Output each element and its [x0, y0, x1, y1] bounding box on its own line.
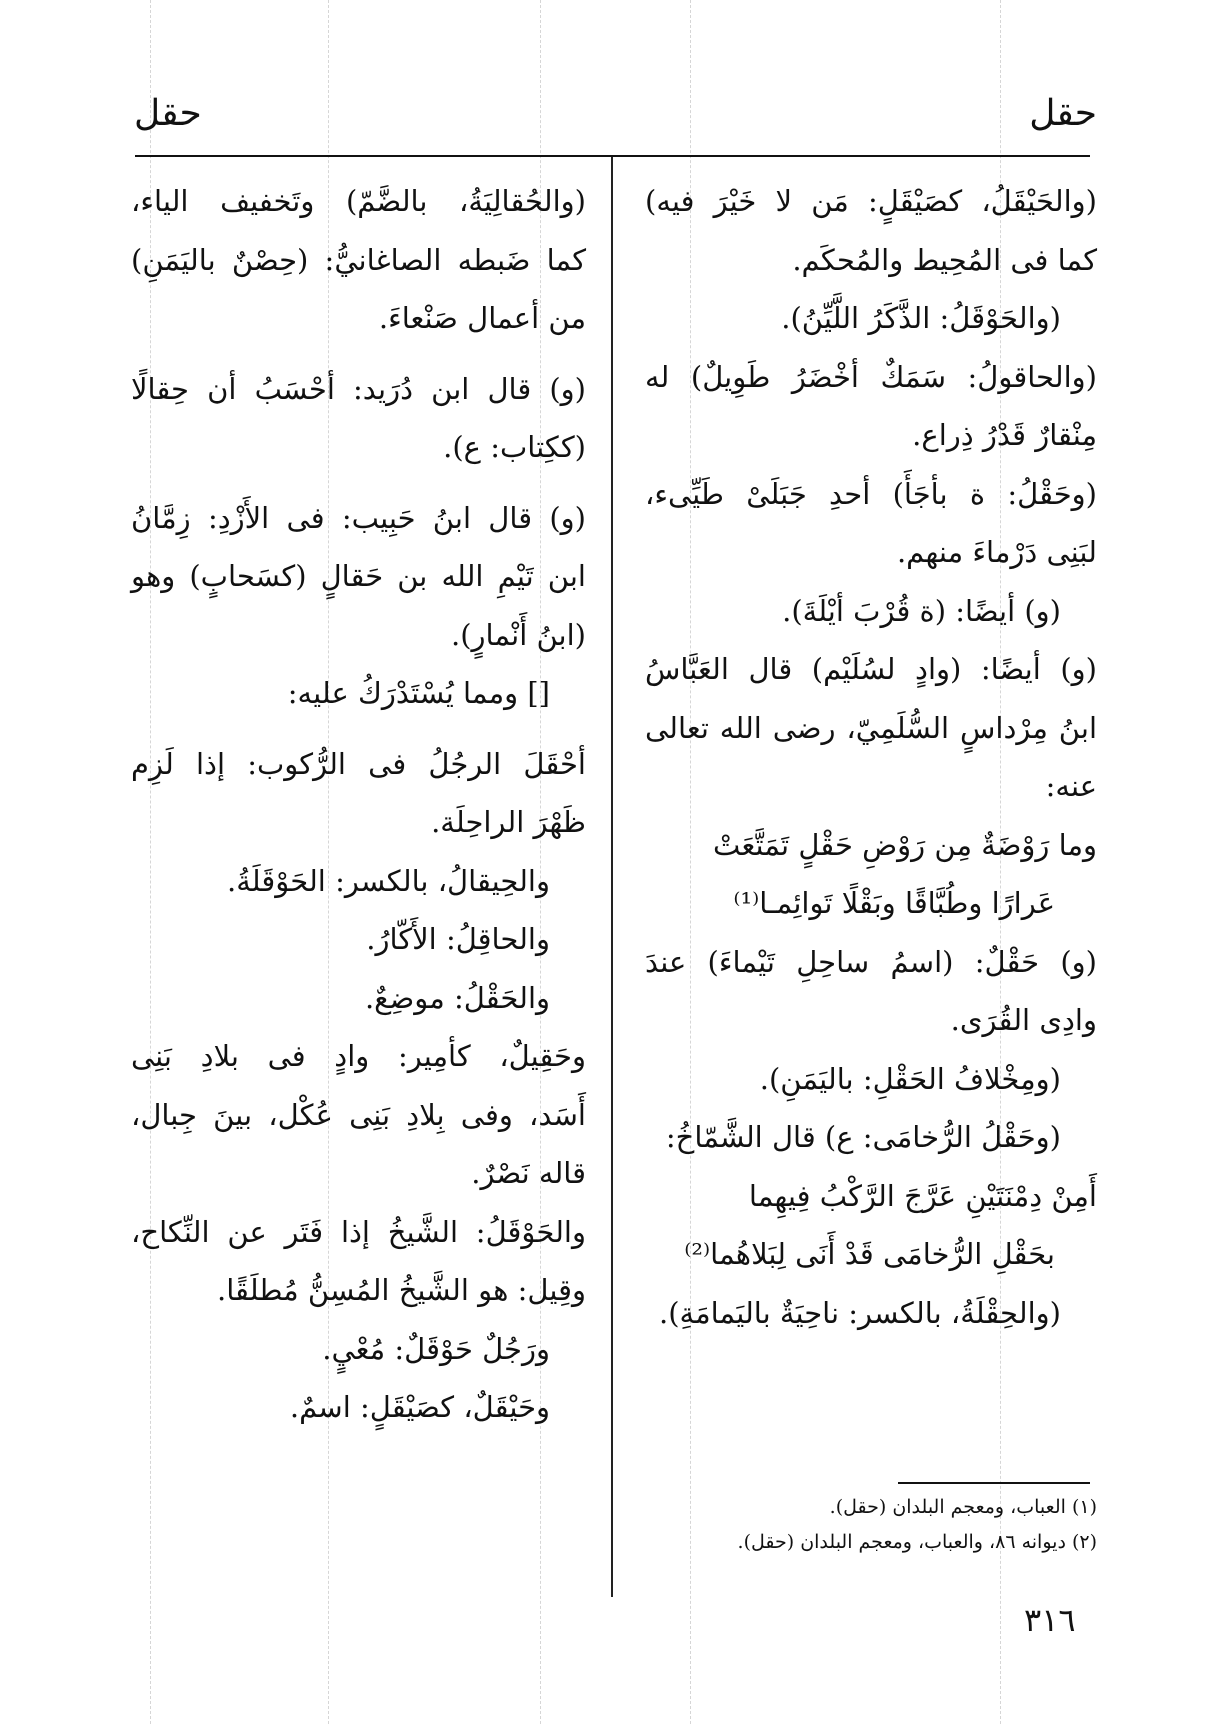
- text-line: (ككِتاب: ع).: [443, 430, 586, 464]
- text-line: (و) أيضًا: (ة قُرْبَ أيْلَةَ).: [782, 593, 1061, 628]
- text-line: والحَوْقَلُ: الشَّيخُ إذا فَتَر عن النِّكاح،: [131, 1214, 586, 1249]
- verse-line: عَرارًا وطُبَّاقًا وبَقْلًا تَوائِمـا⁽¹⁾: [733, 886, 1055, 920]
- text-line: (و) أيضًا: (وادٍ لسُلَيْم) قال العَبَّاسُ: [645, 652, 1097, 686]
- text-line: (والحَيْقَلُ، كصَيْقَلٍ: مَن لا خَيْرَ فيه): [645, 184, 1097, 218]
- verse-line: أَمِنْ دِمْنَتَيْنِ عَرَّجَ الرَّكْبُ فِيهِما: [748, 1178, 1097, 1213]
- text-line: والحَقْلُ: موضِعٌ.: [364, 980, 550, 1015]
- text-line: وحَيْقَلٌ، كصَيْقَلٍ: اسمٌ.: [289, 1390, 550, 1424]
- text-line: (والحاقولُ: سَمَكٌ أخْضَرُ طَوِيلٌ) له: [645, 359, 1097, 394]
- text-line: والحِيقالُ، بالكسر: الحَوْقَلَةُ.: [227, 863, 550, 898]
- text-line: ابن تَيْمِ الله بن حَقالٍ (كسَحابٍ) وهو: [131, 559, 586, 593]
- footnote-rule: [898, 1482, 1090, 1484]
- text-line: ابنُ مِرْداسٍ السُّلَمِيّ، رضى الله تعالى: [645, 710, 1097, 745]
- running-head-right: حقل: [1029, 93, 1097, 134]
- text-line: (وحَقْلُ: ة بأجَأَ) أحدِ جَبَلَىْ طَيِّىء،: [645, 476, 1097, 511]
- text-line: مِنْقارٌ قَدْرُ ذِراع.: [912, 418, 1097, 452]
- text-line: وقِيل: هو الشَّيخُ المُسِنُّ مُطلَقًا.: [217, 1273, 586, 1307]
- page-number: ٣١٦: [1024, 1601, 1076, 1639]
- text-line: لبَنِى دَرْماءَ منهم.: [896, 535, 1097, 569]
- left-column: [131, 172, 586, 1437]
- running-head-left: حقل: [134, 93, 202, 134]
- text-line: (و) قال ابنُ حَبِيب: فى الأَزْدِ: زِمَّانُ: [131, 500, 586, 535]
- text-line: أحْقَلَ الرجُلُ فى الرُّكوب: إذا لَزِم: [131, 746, 586, 781]
- text-line: (والحُقالِيَةُ، بالضَّمّ) وتَخفيف الياء،: [131, 184, 586, 218]
- text-line: (والحَوْقَلُ: الذَّكَرُ اللَّيِّنُ).: [781, 301, 1061, 335]
- text-line: ظَهْرَ الراحِلَة.: [431, 805, 586, 839]
- text-line: (و) حَقْلٌ: (اسمُ ساحِلِ تَيْماءَ) عندَ: [645, 944, 1097, 979]
- text-line: ورَجُلٌ حَوْقَلٌ: مُعْيٍ.: [322, 1331, 550, 1366]
- text-line: والحاقِلُ: الأَكّارُ.: [366, 922, 550, 956]
- verse-line: بحَقْلِ الرُّخامَى قَدْ أَنَى لِبَلاهُما⁽²⁾: [684, 1237, 1055, 1271]
- text-line: (ابنُ أَنْمارٍ).: [450, 617, 586, 652]
- right-column: [645, 172, 1097, 1342]
- text-line: [] ومما يُسْتَدْرَكُ عليه:: [287, 676, 550, 710]
- text-line: كما ضَبطه الصاغانيُّ: (حِصْنٌ باليَمَنِ): [131, 242, 586, 277]
- text-line: (ومِخْلافُ الحَقْلِ: باليَمَنِ).: [759, 1061, 1061, 1096]
- text-line: عنه:: [1045, 769, 1097, 803]
- text-line: قاله نَصْرٌ.: [471, 1156, 586, 1190]
- footnotes: [645, 1490, 1097, 1560]
- text-line: وادِى القُرَى.: [950, 1003, 1097, 1037]
- text-line: وحَقِيلٌ، كأمِير: وادٍ فى بلادِ بَنِى: [131, 1039, 586, 1073]
- text-line: أَسَد، وفى بِلادِ بَنِى عُكْل، بينَ جِبال،: [131, 1097, 586, 1132]
- text-line: (والحِقْلَةُ، بالكسر: ناحِيَةٌ باليَمامَةِ).: [658, 1295, 1061, 1330]
- column-divider: [611, 157, 613, 1597]
- verse-line: وما رَوْضَةٌ مِن رَوْضِ حَقْلٍ تَمَتَّعَتْ: [713, 827, 1097, 862]
- text-line: (وحَقْلُ الرُّخامَى: ع) قال الشَّمّاخُ:: [665, 1120, 1061, 1154]
- text-line: (و) قال ابن دُرَيد: أحْسَبُ أن حِقالًا: [131, 371, 586, 406]
- footnote: (٢) ديوانه ٨٦، والعباب، ومعجم البلدان (حقل).: [737, 1531, 1097, 1553]
- footnote: (١) العباب، ومعجم البلدان (حقل).: [829, 1496, 1097, 1518]
- text-line: كما فى المُحِيط والمُحكَم.: [792, 242, 1097, 277]
- text-line: من أعمال صَنْعاءَ.: [378, 301, 586, 335]
